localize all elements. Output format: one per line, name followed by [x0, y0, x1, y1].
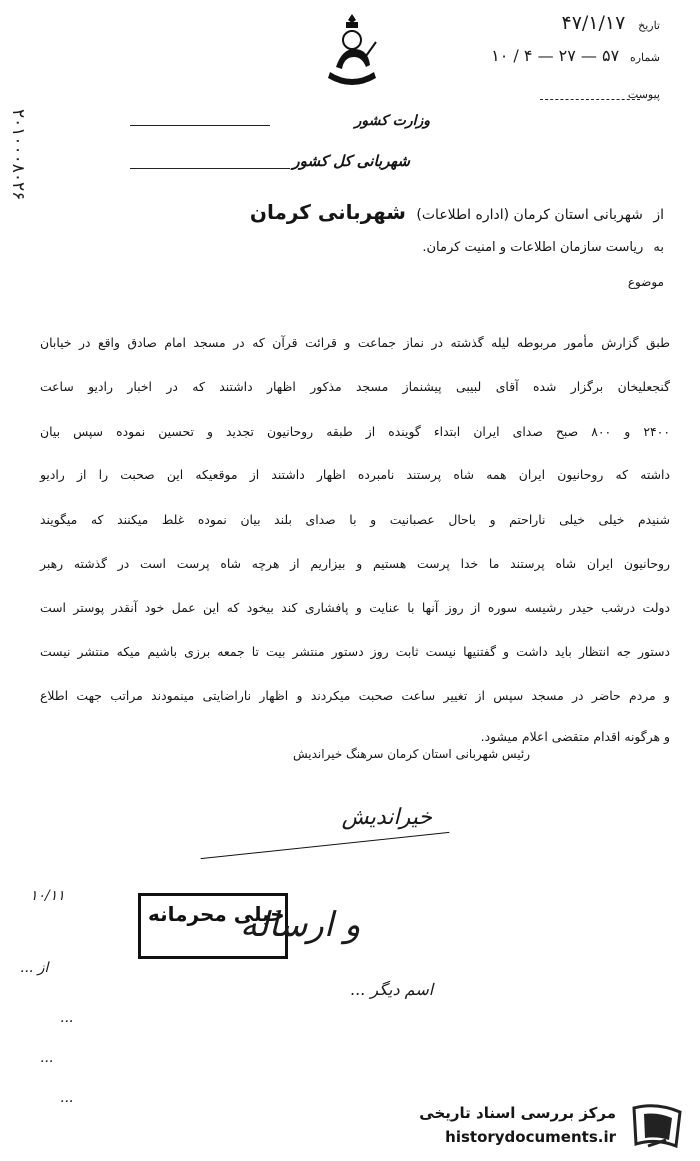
signature-underline: [201, 832, 450, 859]
body-line: داشته که روحانیون ایران همه شاه پرستند نامبرده اظهار داشتند از موقعیکه این صحبت را از رادیو: [40, 467, 670, 482]
subject-label: موضوع: [627, 275, 664, 289]
from-line: [250, 200, 664, 224]
handwritten-side-note: از ...: [20, 960, 49, 976]
body-line: دستور جه انتظار باید داشت و گفتنیها نیست ثابت روز دستور منتشر بیت تا جمعه برزی باشیم میکه منتشر نیست: [40, 644, 670, 659]
footer-url: historydocuments.ir: [445, 1128, 616, 1146]
lion-and-sun-emblem-icon: [322, 12, 382, 90]
number-line: [490, 46, 660, 68]
body-line: و هرگونه اقدام متقضی اعلام میشود.: [480, 729, 670, 744]
from-label: از: [653, 207, 664, 223]
number-label: شماره: [629, 51, 660, 64]
ministry-rule: [130, 125, 270, 126]
left-vertical-number: ۲۰۱۰۰۰۸۰۲۶: [8, 108, 28, 200]
attachment-line: [490, 84, 660, 106]
body-line: طبق گزارش مأمور مربوطه لیله گذشته در نماز جماعت و قرائت قرآن که در مسجد امام صادق واقع در خیابان: [40, 335, 670, 350]
attachment-rule: [540, 99, 640, 100]
police-title: شهربانی کل کشور: [292, 152, 410, 170]
attachment-label: پیوست: [627, 88, 660, 101]
to-value: ریاست سازمان اطلاعات و امنیت کرمان.: [422, 240, 644, 255]
body-line: ۲۴۰۰ و ۸۰۰ صبح صدای ایران ابتداء گوینده از طبقه روحانیون تجدید و تحسین نموده سپس بیان: [40, 424, 670, 439]
handwritten-side-note: ۱۰/۱۱: [30, 888, 65, 904]
document-center-logo-icon: [626, 1100, 688, 1152]
date-label: تاریخ: [638, 19, 660, 32]
body-line: روحانیون ایران شاه پرستند ما خدا پرست هستیم و بیزاریم از هرچه شاه پرست است در گذشته رهبر: [40, 556, 670, 571]
body-line: شنیدم خیلی خیلی ناراحتم و باحال عصبانیت و با صدای بلند بیان نموده غلط میکنند که میگویند: [40, 512, 670, 527]
confidential-stamp-text: خیلی محرمانه: [148, 902, 285, 926]
handwritten-side-note: ...: [60, 1010, 74, 1026]
ministry-title: وزارت کشور: [354, 113, 430, 129]
footer-org-name: مرکز بررسی اسناد تاریخی: [419, 1104, 616, 1122]
body-line: دولت درشب حیدر رشیسه سوره از روز آنها با عنایت و پافشاری کند بیخود که این عمل خود آنقدر پوستر است: [40, 600, 670, 615]
signature: خیراندیش: [341, 805, 432, 830]
date-value: ۴۷/۱/۱۷: [561, 12, 626, 34]
handwritten-note-bottom: اسم دیگر ...: [350, 980, 434, 999]
date-line: [490, 12, 660, 34]
police-rule: [130, 168, 290, 169]
body-line: و مردم حاضر در مسجد سپس از تغییر ساعت صحبت میکردند و اظهار ناراضایتی مینمودند مراتب جهت اطلاع: [40, 688, 670, 703]
handwritten-side-note: ...: [40, 1050, 54, 1066]
to-label: به: [653, 240, 664, 255]
to-line: [422, 240, 664, 255]
from-emphasis: شهربانی کرمان: [249, 200, 406, 224]
body-line: گنجعلیخان برگزار شده آقای لبیبی پیشنماز مسجد مذکور اظهار داشتند که در اخبار رادیو ساعت: [40, 379, 670, 394]
signer-title: رئیس شهربانی استان کرمان سرهنگ خیراندیش: [292, 747, 530, 761]
from-value: شهربانی استان کرمان (اداره اطلاعات): [416, 207, 643, 223]
number-value: ۵۷ — ۲۷ — ۴ / ۱۰: [491, 46, 620, 65]
handwritten-side-note: ...: [60, 1090, 74, 1106]
handwritten-note-large: و ارساله: [240, 905, 361, 945]
